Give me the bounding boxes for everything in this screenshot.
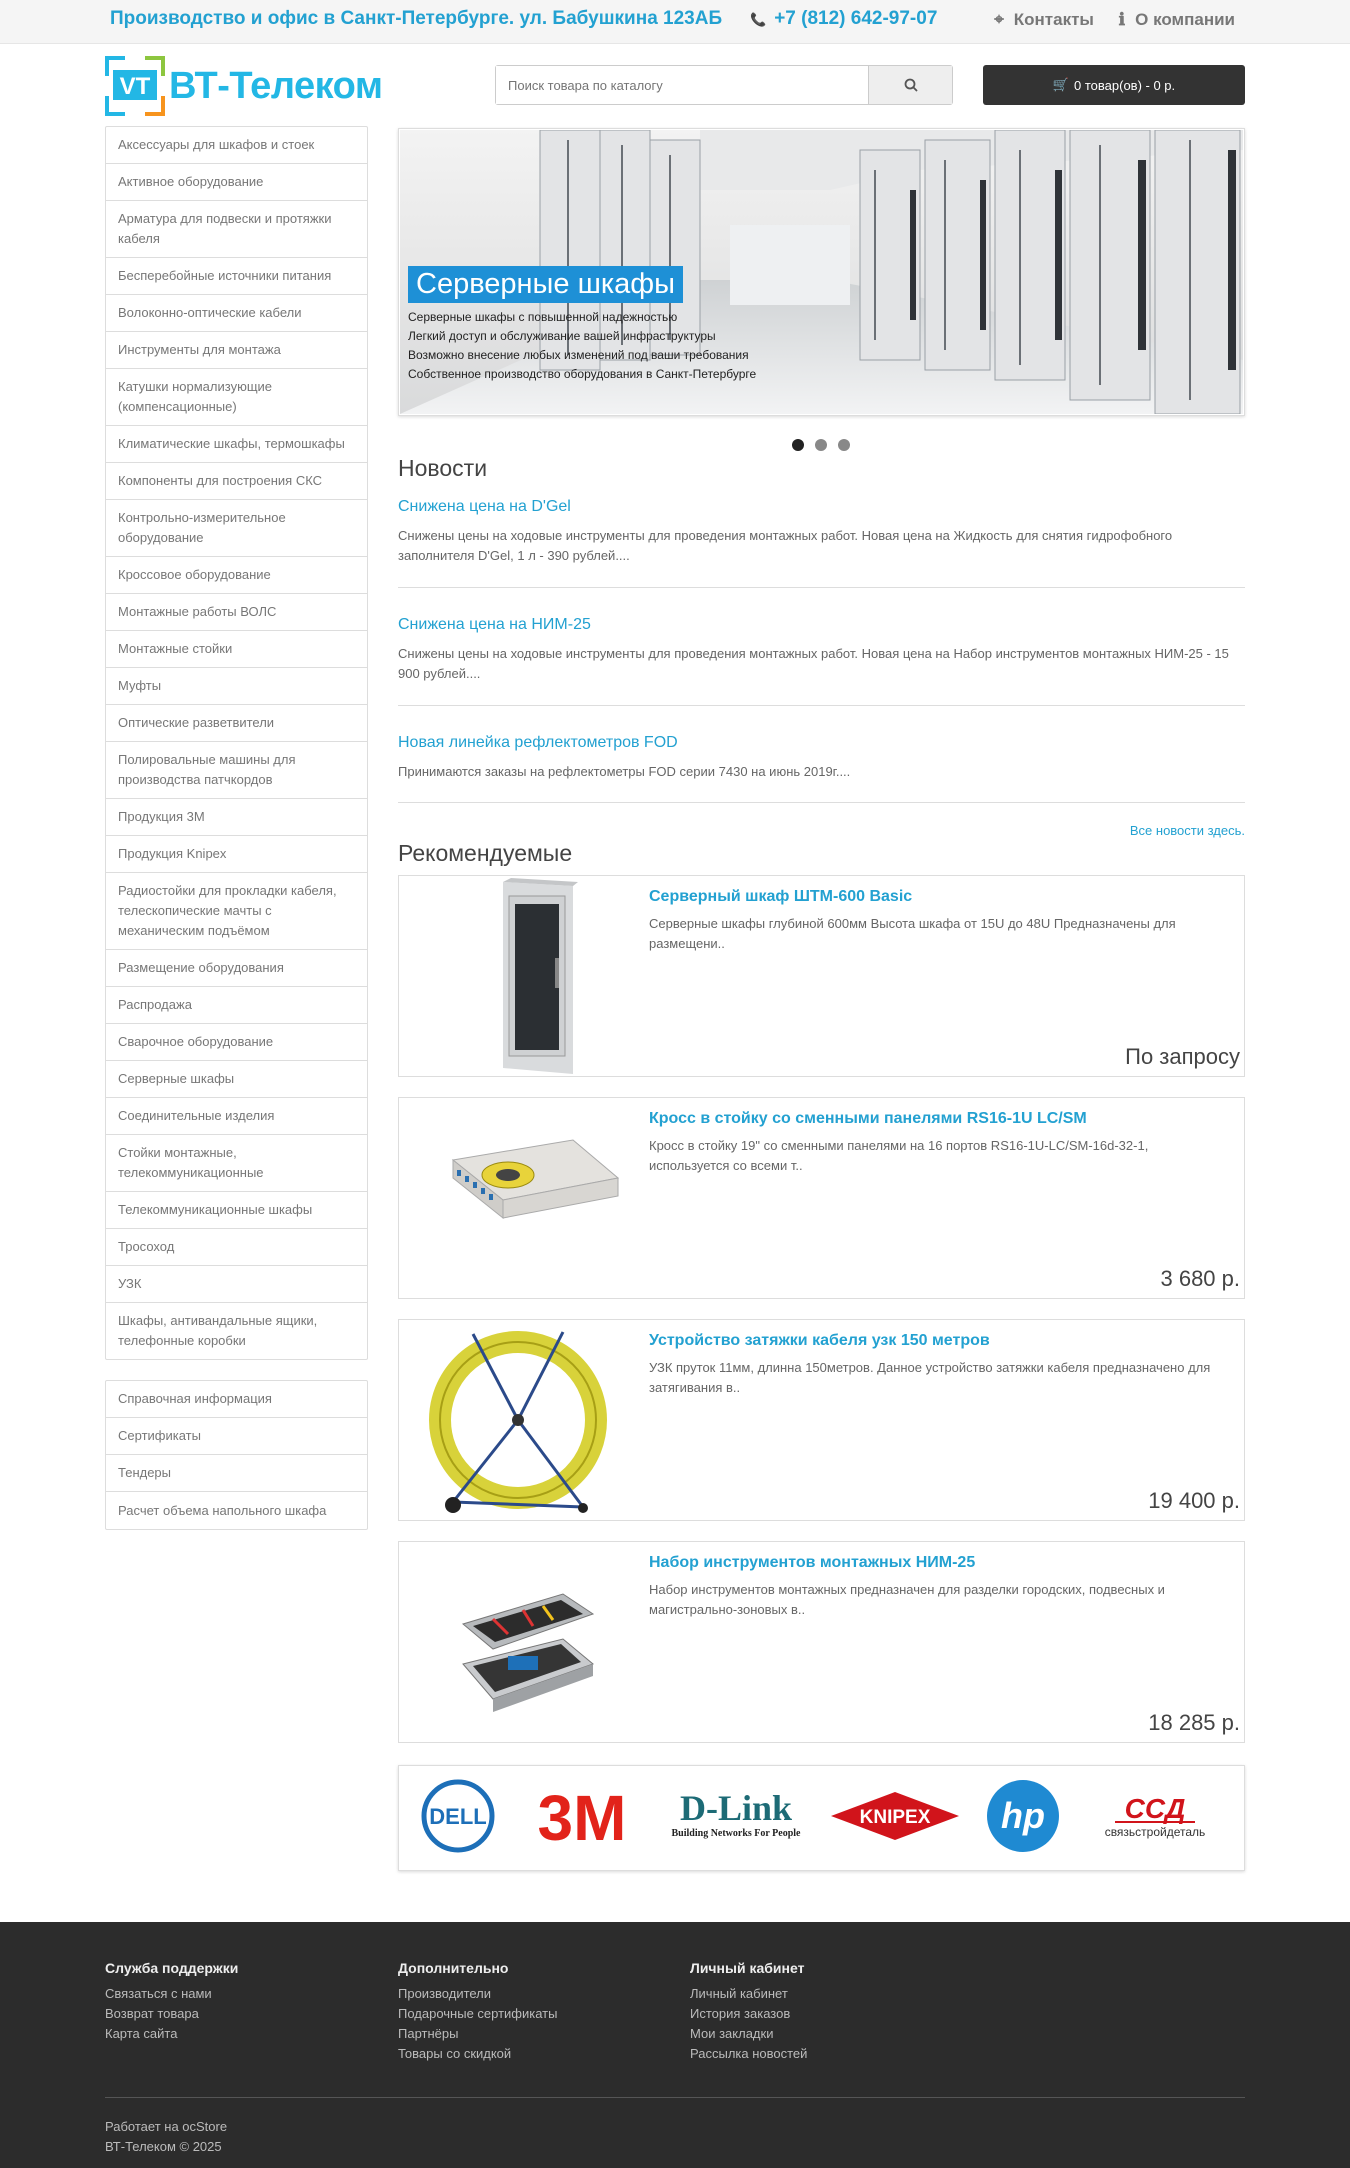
category-label: Катушки нормализующие (компенсационные)	[118, 379, 273, 414]
info-link-label: Тендеры	[118, 1465, 172, 1480]
news-heading: Новости	[398, 455, 488, 481]
category-label: Монтажные работы ВОЛС	[118, 604, 277, 619]
search-input[interactable]	[496, 66, 868, 104]
product-image[interactable]	[413, 1100, 629, 1296]
product-card[interactable]	[398, 875, 1245, 1077]
footer-link[interactable]: Личный кабинет	[690, 1986, 788, 2001]
search-button[interactable]	[868, 66, 952, 104]
cart-button[interactable]	[983, 65, 1245, 105]
dell-logo[interactable]	[420, 1778, 496, 1859]
category-item[interactable]	[106, 426, 367, 463]
map-marker-icon: ⌖	[994, 10, 1004, 29]
product-card[interactable]	[398, 1541, 1245, 1743]
category-item[interactable]	[106, 1024, 367, 1061]
category-item[interactable]	[106, 705, 367, 742]
product-title-link[interactable]: Кросс в стойку со сменными панелями RS16-1U LC/SM	[649, 1110, 1087, 1127]
footer-extra-column	[398, 1960, 557, 2064]
category-item[interactable]	[106, 873, 367, 950]
category-label: Шкафы, антивандальные ящики, телефонные коробки	[118, 1313, 318, 1348]
category-item[interactable]	[106, 742, 367, 799]
brand-carousel	[398, 1765, 1245, 1871]
phone-number: +7 (812) 642-97-07	[774, 8, 938, 29]
footer-link[interactable]: Мои закладки	[690, 2026, 774, 2041]
category-label: Соединительные изделия	[118, 1108, 275, 1123]
category-label: Кроссовое оборудование	[118, 567, 271, 582]
hp-logo[interactable]	[985, 1778, 1061, 1859]
dlink-logo[interactable]	[668, 1778, 804, 1859]
slide-title: Серверные шкафы	[408, 266, 683, 303]
3m-logo[interactable]	[522, 1778, 642, 1859]
category-label: Стойки монтажные, телекоммуникационные	[118, 1145, 264, 1180]
search-icon	[904, 78, 918, 92]
category-item[interactable]	[106, 164, 367, 201]
footer-link[interactable]: Рассылка новостей	[690, 2046, 808, 2061]
slide-line: Возможно внесение любых изменений под ваши требования	[408, 348, 749, 362]
footer-link[interactable]: Партнёры	[398, 2026, 459, 2041]
powered-by-text: Работает на ocStore	[105, 2119, 228, 2134]
category-item[interactable]	[106, 799, 367, 836]
product-price: 19 400 р.	[1148, 1488, 1240, 1513]
footer-heading: Личный кабинет	[690, 1960, 805, 1976]
contacts-label: Контакты	[1013, 10, 1094, 29]
footer-account-column	[690, 1960, 807, 2064]
slider-dot[interactable]	[838, 439, 850, 451]
category-label: Арматура для подвески и протяжки кабеля	[118, 211, 332, 246]
slider-pagination	[792, 439, 850, 451]
category-label: Телекоммуникационные шкафы	[118, 1202, 313, 1217]
news-item	[398, 734, 1245, 803]
category-list	[105, 126, 368, 1360]
category-item[interactable]	[106, 557, 367, 594]
category-item[interactable]	[106, 258, 367, 295]
category-item[interactable]	[106, 836, 367, 873]
footer-link[interactable]: Возврат товара	[105, 2006, 199, 2021]
info-icon: ℹ	[1118, 10, 1126, 29]
category-label: Продукция 3M	[118, 809, 205, 824]
slider-dot[interactable]	[792, 439, 804, 451]
category-label: Полировальные машины для производства патчкордов	[118, 752, 296, 787]
site-logo[interactable]	[105, 56, 382, 116]
category-item[interactable]	[106, 1061, 367, 1098]
product-card[interactable]	[398, 1097, 1245, 1299]
all-news-link[interactable]: Все новости здесь.	[1129, 823, 1245, 838]
footer-heading: Служба поддержки	[105, 1960, 239, 1976]
news-item	[398, 616, 1245, 706]
product-title-link[interactable]: Устройство затяжки кабеля узк 150 метров	[649, 1332, 990, 1349]
info-link[interactable]	[106, 1492, 367, 1529]
site-footer	[0, 1922, 1350, 2168]
svg-text:3M: 3M	[537, 1781, 627, 1854]
info-link-label: Справочная информация	[118, 1391, 272, 1406]
product-card[interactable]	[398, 1319, 1245, 1521]
copyright-text: ВТ-Телеком © 2025	[105, 2139, 222, 2154]
category-item[interactable]	[106, 1266, 367, 1303]
slider-dot[interactable]	[815, 439, 827, 451]
product-description: УЗК пруток 11мм, длинна 150метров. Данное устройство затяжки кабеля предназначено для затягивания в..	[649, 1360, 1211, 1395]
info-link[interactable]	[106, 1455, 367, 1492]
footer-link[interactable]: Подарочные сертификаты	[398, 2006, 558, 2021]
category-label: Радиостойки для прокладки кабеля, телескопические мачты с механическим подъёмом	[118, 883, 337, 938]
news-excerpt: Снижены цены на ходовые инструменты для проведения монтажных работ. Новая цена на Набор инструментов монтажных НИМ-25 - 15 900 рублей....	[398, 646, 1229, 681]
product-title-link[interactable]: Набор инструментов монтажных НИМ-25	[649, 1554, 976, 1571]
category-item[interactable]	[106, 987, 367, 1024]
category-label: Сварочное оборудование	[118, 1034, 274, 1049]
product-description: Серверные шкафы глубиной 600мм Высота шкафа от 15U до 48U Предназначены для размещени..	[649, 916, 1176, 951]
category-label: Контрольно-измерительное оборудование	[118, 510, 286, 545]
featured-heading: Рекомендуемые	[398, 840, 573, 866]
category-item[interactable]	[106, 127, 367, 164]
contacts-link[interactable]	[984, 10, 1094, 29]
cart-icon: 🛒	[1052, 77, 1070, 92]
slide-line: Легкий доступ и обслуживание вашей инфраструктуры	[408, 329, 716, 343]
category-item[interactable]	[106, 1229, 367, 1266]
category-label: Муфты	[118, 678, 162, 693]
product-price: По запросу	[1125, 1044, 1240, 1069]
knipex-logo[interactable]	[831, 1778, 959, 1859]
address-text: Производство и офис в Санкт-Петербурге. ул. Бабушкина 123АБ	[110, 8, 723, 29]
product-image[interactable]	[413, 1322, 629, 1518]
category-label: Аксессуары для шкафов и стоек	[118, 137, 315, 152]
footer-credits	[105, 2117, 227, 2157]
product-title-link[interactable]: Серверный шкаф ШТМ-600 Basic	[649, 888, 913, 905]
category-label: Активное оборудование	[118, 174, 264, 189]
phone-link[interactable]	[750, 8, 937, 30]
category-label: Продукция Knipex	[118, 846, 227, 861]
slide-line: Серверные шкафы с повышенной надежностью	[408, 310, 678, 324]
category-label: Волоконно-оптические кабели	[118, 305, 302, 320]
category-item[interactable]	[106, 332, 367, 369]
news-title-link[interactable]: Снижена цена на НИМ-25	[398, 616, 591, 633]
footer-link[interactable]: Связаться с нами	[105, 1986, 212, 2001]
product-description: Кросс в стойку 19" со сменными панелями на 16 портов RS16-1U-LC/SM-16d-32-1, используется со всеми т..	[649, 1138, 1149, 1173]
category-item[interactable]	[106, 295, 367, 332]
category-item[interactable]	[106, 950, 367, 987]
tool-case-image	[413, 1544, 629, 1740]
svg-text:KNIPEX: KNIPEX	[859, 1806, 930, 1828]
product-image[interactable]	[413, 878, 629, 1074]
logo-mark-icon	[105, 56, 165, 116]
brand-name: ВТ-Телеком	[169, 64, 383, 107]
news-title-link[interactable]: Снижена цена на D'Gel	[398, 498, 571, 515]
svg-text:ССД: ССД	[1124, 1792, 1186, 1824]
info-link[interactable]	[106, 1418, 367, 1455]
category-item[interactable]	[106, 463, 367, 500]
info-link-label: Сертификаты	[118, 1428, 201, 1443]
svg-text:hp: hp	[1000, 1794, 1045, 1836]
svg-text:D-Link: D-Link	[680, 1787, 793, 1828]
cable-rodder-image	[413, 1322, 629, 1518]
category-label: УЗК	[118, 1276, 142, 1291]
banner-slider[interactable]	[398, 128, 1245, 416]
category-item[interactable]	[106, 668, 367, 705]
product-price: 18 285 р.	[1148, 1710, 1240, 1735]
category-item[interactable]	[106, 631, 367, 668]
category-label: Размещение оборудования	[118, 960, 284, 975]
svg-text:VT: VT	[119, 73, 151, 100]
footer-link[interactable]: История заказов	[690, 2006, 791, 2021]
category-label: Монтажные стойки	[118, 641, 233, 656]
patch-panel-image	[413, 1100, 629, 1296]
category-item[interactable]	[106, 1135, 367, 1192]
product-description: Набор инструментов монтажных предназначен для разделки городских, подвесных и магистрально-зоновых в..	[649, 1582, 1165, 1617]
svg-text:Building Networks For People: Building Networks For People	[671, 1827, 801, 1839]
category-item[interactable]	[106, 500, 367, 557]
category-item[interactable]	[106, 1192, 367, 1229]
info-link-label: Расчет объема напольного шкафа	[118, 1502, 327, 1518]
search-box	[495, 65, 953, 105]
category-label: Инструменты для монтажа	[118, 342, 281, 357]
about-label: О компании	[1135, 10, 1235, 29]
footer-link[interactable]: Производители	[398, 1986, 492, 2001]
server-cabinet-image	[413, 878, 629, 1074]
category-label: Серверные шкафы	[118, 1071, 235, 1086]
product-price: 3 680 р.	[1160, 1266, 1240, 1291]
category-label: Климатические шкафы, термошкафы	[118, 436, 345, 451]
news-excerpt: Снижены цены на ходовые инструменты для проведения монтажных работ. Новая цена на Жидкость для снятия гидрофобного заполнителя D'Gel, 1 л - 390 рублей....	[398, 528, 1173, 563]
category-label: Бесперебойные источники питания	[118, 268, 332, 283]
category-item[interactable]	[106, 1303, 367, 1359]
news-item	[398, 498, 1245, 588]
svg-text:связьстройдеталь: связьстройдеталь	[1104, 1824, 1206, 1839]
slide-line: Собственное производство оборудования в Санкт-Петербурге	[408, 367, 757, 381]
phone-icon: 📞	[750, 12, 767, 27]
banner-slide	[400, 130, 1243, 414]
category-label: Тросоход	[118, 1239, 175, 1254]
svg-text:DELL: DELL	[429, 1803, 487, 1829]
footer-heading: Дополнительно	[398, 1960, 509, 1976]
category-item[interactable]	[106, 201, 367, 258]
news-title-link[interactable]: Новая линейка рефлектометров FOD	[398, 734, 678, 751]
category-item[interactable]	[106, 1098, 367, 1135]
category-label: Оптические разветвители	[118, 715, 275, 730]
top-bar	[0, 0, 1350, 44]
category-label: Компоненты для построения СКС	[118, 473, 323, 488]
news-excerpt: Принимаются заказы на рефлектометры FOD серии 7430 на июнь 2019г....	[398, 764, 851, 779]
product-image[interactable]	[413, 1544, 629, 1740]
category-item[interactable]	[106, 594, 367, 631]
info-list	[105, 1380, 368, 1530]
ssd-logo[interactable]	[1087, 1778, 1223, 1859]
info-link[interactable]	[106, 1381, 367, 1418]
category-label: Распродажа	[118, 997, 192, 1012]
about-link[interactable]	[1109, 10, 1235, 29]
footer-link[interactable]: Товары со скидкой	[398, 2046, 512, 2061]
footer-support-column	[105, 1960, 238, 2044]
cart-summary: 0 товар(ов) - 0 р.	[1074, 77, 1176, 93]
category-item[interactable]	[106, 369, 367, 426]
footer-divider	[105, 2097, 1245, 2098]
footer-link[interactable]: Карта сайта	[105, 2026, 178, 2041]
